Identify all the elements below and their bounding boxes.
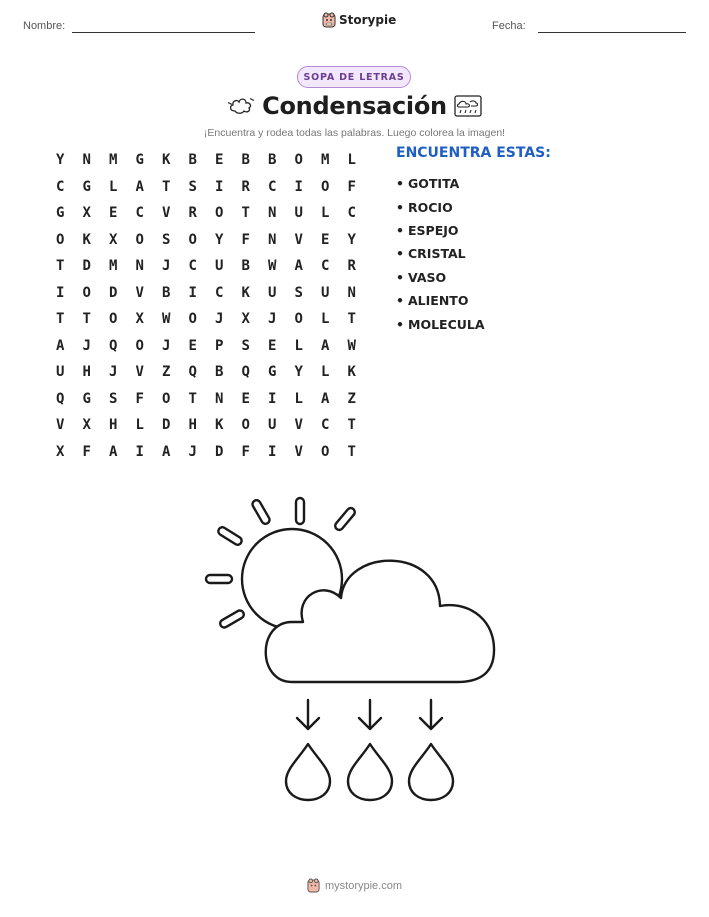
grid-letter[interactable]: O [82,284,91,301]
grid-letter[interactable]: C [347,205,356,222]
grid-letter[interactable]: A [56,337,65,354]
grid-letter[interactable]: V [162,205,171,222]
grid-letter[interactable]: U [268,417,277,434]
grid-letter[interactable]: O [294,152,303,169]
brand-logo [322,12,396,28]
grid-letter[interactable]: B [268,152,277,169]
grid-letter[interactable]: J [109,364,118,381]
grid-letter[interactable]: E [109,205,118,222]
grid-letter[interactable]: Q [241,364,250,381]
grid-letter[interactable]: D [215,443,224,460]
grid-letter[interactable]: I [268,390,277,407]
grid-letter[interactable]: A [135,178,144,195]
sun-cloud-rain-drops-icon [195,488,515,808]
grid-letter[interactable]: R [347,258,356,275]
grid-letter[interactable]: Y [56,152,65,169]
grid-letter[interactable]: Z [162,364,171,381]
grid-letter[interactable]: F [347,178,356,195]
grid-row [47,280,365,307]
word-label: GOTITA [408,176,460,192]
grid-row [47,412,365,439]
grid-letter[interactable]: V [294,231,303,248]
grid-letter[interactable]: T [162,178,171,195]
grid-letter[interactable]: M [321,152,330,169]
grid-letter[interactable]: S [109,390,118,407]
grid-letter[interactable]: S [241,337,250,354]
word-label: ESPEJO [408,222,459,238]
grid-letter[interactable]: C [321,417,330,434]
grid-letter[interactable]: O [188,311,197,328]
grid-letter[interactable]: X [82,417,91,434]
grid-letter[interactable]: U [56,364,65,381]
bullet-icon: • [396,246,404,262]
grid-letter[interactable]: U [294,205,303,222]
grid-letter[interactable]: T [56,311,65,328]
grid-letter[interactable]: M [109,152,118,169]
grid-letter[interactable]: M [109,258,118,275]
grid-letter[interactable]: C [135,205,144,222]
grid-letter[interactable]: T [56,258,65,275]
bullet-icon: • [396,316,404,332]
word-label: ALIENTO [408,293,469,309]
grid-row [47,359,365,386]
grid-letter[interactable]: V [56,417,65,434]
word-label: VASO [408,269,447,285]
grid-letter[interactable]: B [241,258,250,275]
category-badge: SOPA DE LETRAS [297,66,411,88]
grid-letter[interactable]: O [135,337,144,354]
grid-letter[interactable]: I [294,178,303,195]
grid-letter[interactable]: E [188,337,197,354]
grid-letter[interactable]: V [135,284,144,301]
name-line [72,32,255,33]
grid-letter[interactable]: Q [109,337,118,354]
grid-letter[interactable]: I [215,178,224,195]
grid-letter[interactable]: Y [294,364,303,381]
grid-letter[interactable]: Z [347,390,356,407]
brand-name: Storypie [339,13,397,27]
bullet-icon: • [396,199,404,215]
grid-letter[interactable]: C [215,284,224,301]
grid-row [47,227,365,254]
grid-letter[interactable]: L [294,337,303,354]
grid-row [47,439,365,466]
grid-letter[interactable]: F [82,443,91,460]
grid-letter[interactable]: N [215,390,224,407]
bullet-icon: • [396,222,404,238]
grid-letter[interactable]: U [268,284,277,301]
grid-letter[interactable]: C [268,178,277,195]
grid-letter[interactable]: L [294,390,303,407]
word-list-item [396,219,485,242]
word-label: MOLECULA [408,316,485,332]
grid-letter[interactable]: Y [347,231,356,248]
grid-letter[interactable]: O [321,443,330,460]
grid-letter[interactable]: K [241,284,250,301]
word-list-item [396,289,485,312]
grid-letter[interactable]: O [321,178,330,195]
name-label: Nombre: [23,20,66,32]
grid-letter[interactable]: S [294,284,303,301]
grid-letter[interactable]: O [56,231,65,248]
grid-letter[interactable]: X [109,231,118,248]
grid-letter[interactable]: R [241,178,250,195]
grid-row [47,306,365,333]
grid-letter[interactable]: V [294,443,303,460]
grid-letter[interactable]: T [82,311,91,328]
date-line [538,32,686,33]
grid-letter[interactable]: L [347,152,356,169]
page-title: Condensación [262,92,447,120]
footer [307,878,402,893]
grid-letter[interactable]: H [82,364,91,381]
grid-letter[interactable]: N [82,152,91,169]
grid-letter[interactable]: E [215,152,224,169]
grid-letter[interactable]: O [241,417,250,434]
grid-letter[interactable]: K [347,364,356,381]
grid-letter[interactable]: X [135,311,144,328]
grid-letter[interactable]: S [162,231,171,248]
grid-letter[interactable]: W [162,311,171,328]
bullet-icon: • [396,293,404,309]
grid-letter[interactable]: G [82,390,91,407]
rain-window-icon [453,94,483,118]
grid-letter[interactable]: B [162,284,171,301]
grid-letter[interactable]: N [268,205,277,222]
grid-letter[interactable]: T [188,390,197,407]
grid-letter[interactable]: F [135,390,144,407]
word-list [396,172,485,336]
grid-letter[interactable]: E [321,231,330,248]
grid-letter[interactable]: O [109,311,118,328]
grid-letter[interactable]: C [56,178,65,195]
grid-letter[interactable]: Q [56,390,65,407]
word-list-title: ENCUENTRA ESTAS: [396,145,551,161]
grid-letter[interactable]: L [321,205,330,222]
word-label: ROCIO [408,199,453,215]
grid-letter[interactable]: C [188,258,197,275]
grid-letter[interactable]: O [135,231,144,248]
word-list-item [396,242,485,265]
grid-letter[interactable]: G [82,178,91,195]
grid-letter[interactable]: N [268,231,277,248]
grid-letter[interactable]: J [268,311,277,328]
grid-letter[interactable]: S [188,178,197,195]
grid-letter[interactable]: V [135,364,144,381]
grid-letter[interactable]: N [135,258,144,275]
grid-letter[interactable]: J [162,258,171,275]
grid-letter[interactable]: D [162,417,171,434]
grid-letter[interactable]: V [294,417,303,434]
grid-letter[interactable]: O [215,205,224,222]
grid-letter[interactable]: G [56,205,65,222]
grid-row [47,147,365,174]
word-list-item [396,266,485,289]
grid-letter[interactable]: X [56,443,65,460]
grid-letter[interactable]: I [268,443,277,460]
grid-letter[interactable]: X [241,311,250,328]
date-label: Fecha: [492,20,526,32]
grid-letter[interactable]: J [215,311,224,328]
grid-row [47,253,365,280]
grid-letter[interactable]: G [268,364,277,381]
instructions-text: ¡Encuentra y rodea todas las palabras. Luego colorea la imagen! [203,127,506,139]
grid-letter[interactable]: T [347,443,356,460]
grid-letter[interactable]: B [188,152,197,169]
grid-letter[interactable]: O [294,311,303,328]
grid-letter[interactable]: P [215,337,224,354]
grid-letter[interactable]: Q [188,364,197,381]
grid-letter[interactable]: A [321,337,330,354]
grid-letter[interactable]: G [135,152,144,169]
bullet-icon: • [396,269,404,285]
storypie-logo-icon [307,878,320,893]
grid-letter[interactable]: C [321,258,330,275]
grid-letter[interactable]: A [109,443,118,460]
grid-letter[interactable]: B [241,152,250,169]
word-search-grid [47,147,365,465]
grid-letter[interactable]: L [321,364,330,381]
grid-letter[interactable]: K [215,417,224,434]
grid-letter[interactable]: A [294,258,303,275]
grid-letter[interactable]: H [109,417,118,434]
grid-letter[interactable]: T [347,417,356,434]
grid-letter[interactable]: K [82,231,91,248]
grid-letter[interactable]: A [321,390,330,407]
bullet-icon: • [396,176,404,192]
grid-letter[interactable]: I [56,284,65,301]
grid-letter[interactable]: D [82,258,91,275]
grid-letter[interactable]: Y [215,231,224,248]
grid-row [47,333,365,360]
grid-letter[interactable]: I [188,284,197,301]
grid-letter[interactable]: N [347,284,356,301]
storypie-logo-icon [322,12,336,28]
grid-letter[interactable]: L [321,311,330,328]
grid-letter[interactable]: O [188,231,197,248]
grid-letter[interactable]: O [162,390,171,407]
grid-letter[interactable]: W [347,337,356,354]
grid-letter[interactable]: J [188,443,197,460]
grid-row [47,386,365,413]
grid-letter[interactable]: E [268,337,277,354]
grid-row [47,174,365,201]
grid-letter[interactable]: H [188,417,197,434]
grid-letter[interactable]: T [241,205,250,222]
word-list-item [396,172,485,195]
word-label: CRISTAL [408,246,466,262]
word-list-item [396,312,485,335]
grid-letter[interactable]: E [241,390,250,407]
grid-letter[interactable]: T [347,311,356,328]
grid-letter[interactable]: R [188,205,197,222]
grid-letter[interactable]: I [135,443,144,460]
grid-letter[interactable]: U [215,258,224,275]
grid-letter[interactable]: J [82,337,91,354]
footer-url[interactable]: mystorypie.com [325,879,403,892]
grid-letter[interactable]: W [268,258,277,275]
grid-letter[interactable]: X [82,205,91,222]
word-list-item [396,195,485,218]
grid-letter[interactable]: F [241,443,250,460]
grid-letter[interactable]: D [109,284,118,301]
grid-letter[interactable]: A [162,443,171,460]
grid-letter[interactable]: J [162,337,171,354]
grid-letter[interactable]: L [135,417,144,434]
grid-letter[interactable]: K [162,152,171,169]
grid-row [47,200,365,227]
grid-letter[interactable]: U [321,284,330,301]
grid-letter[interactable]: B [215,364,224,381]
grid-letter[interactable]: F [241,231,250,248]
grid-letter[interactable]: L [109,178,118,195]
